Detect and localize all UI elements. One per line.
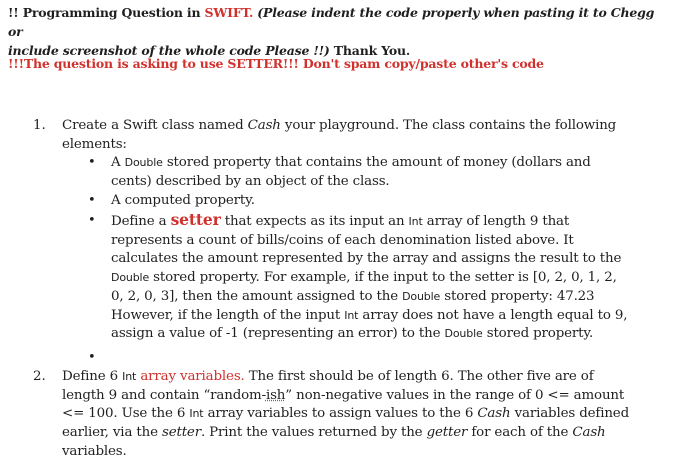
q2-getter: getter xyxy=(426,425,468,441)
header-text: !! Programming Question in xyxy=(8,5,205,20)
b3-b: that expects as its input an xyxy=(220,214,409,229)
double-type: Double xyxy=(124,156,163,169)
b1-rest: stored property that contains the amount of money (dollars and xyxy=(162,155,591,170)
bullet-icon: • xyxy=(88,350,96,365)
question-header xyxy=(8,3,663,60)
b3-l4: stored property. For example, if the input to the setter is [0, 2, 0, 1, 2, xyxy=(149,270,617,286)
b3-l5b: stored property: 47.23 xyxy=(440,288,595,304)
b3-l7b: stored property. xyxy=(482,326,594,342)
b3-a: Define a xyxy=(111,214,171,229)
b3-l2: represents a count of bills/coins of each denomination listed above. It xyxy=(111,232,574,248)
q1-text-line2: elements: xyxy=(62,136,127,152)
q2-l4c: for each of the xyxy=(467,425,573,441)
bullet-icon: • xyxy=(88,193,96,208)
q2-a: Define 6 xyxy=(62,369,123,384)
q1-text-a: Create a Swift class named xyxy=(62,118,248,133)
header-thanks: Thank You. xyxy=(329,43,411,58)
bullet-1 xyxy=(111,154,591,191)
q2-l5: variables. xyxy=(62,443,127,459)
q2-l2b: ” non-negative values in the range of 0 <= amount xyxy=(285,387,625,403)
q2-l3b: array variables to assign values to the 6 xyxy=(203,406,478,422)
b1-a: A xyxy=(111,155,125,170)
bullet-3 xyxy=(111,211,627,344)
int-type: Int xyxy=(408,215,423,228)
b3-l7a: assign a value of -1 (representing an error) to the xyxy=(111,326,445,342)
setter-keyword: setter xyxy=(170,210,221,229)
bullet-2: A computed property. xyxy=(111,193,255,208)
q1-number: 1. xyxy=(33,118,46,133)
int-type: Int xyxy=(122,370,137,383)
q1-text xyxy=(62,117,616,154)
header-instruction: (Please indent the code properly when pasting it to Chegg or xyxy=(8,5,655,39)
swift-keyword: SWIFT. xyxy=(204,5,254,20)
b3-l3: calculates the amount represented by the array and assigns the result to the xyxy=(111,251,622,267)
header-instruction-cont: include screenshot of the whole code Please !!) xyxy=(8,43,330,58)
q2-l4a: earlier, via the xyxy=(62,425,162,441)
q2-l4b: . Print the values returned by the xyxy=(200,425,427,441)
setter-warning: !!!The question is asking to use SETTER!!! Don't spam copy/paste other's code xyxy=(8,56,544,71)
q2-l3c: variables defined xyxy=(510,406,630,422)
q2-cash: Cash xyxy=(572,425,606,441)
q2-text xyxy=(62,368,629,462)
double-type: Double xyxy=(111,271,150,285)
int-type: Int xyxy=(344,308,359,322)
bullet-icon: • xyxy=(88,155,96,170)
b3-l6a: However, if the length of the input xyxy=(111,307,345,323)
int-type: Int xyxy=(189,407,204,421)
array-variables-keyword: array variables. xyxy=(136,369,245,384)
b1-line2: cents) described by an object of the class. xyxy=(111,173,390,189)
ish-word: ish xyxy=(265,387,286,403)
q2-number: 2. xyxy=(33,369,46,384)
bullet-icon: • xyxy=(88,213,96,228)
b3-c: array of length 9 that xyxy=(422,214,570,229)
q2-l3a: <= 100. Use the 6 xyxy=(62,406,190,422)
b3-l5a: 0, 2, 0, 3], then the amount assigned to the xyxy=(111,288,403,304)
b3-l6b: array does not have a length equal to 9, xyxy=(358,307,628,323)
q1-cash: Cash xyxy=(247,118,281,133)
double-type: Double xyxy=(444,327,483,341)
q2-l2a: length 9 and contain “random- xyxy=(62,387,266,403)
q2-setter: setter xyxy=(161,425,201,441)
q1-text-b: your playground. The class contains the following xyxy=(280,118,617,133)
q2-b: The first should be of length 6. The other five are of xyxy=(244,369,594,384)
double-type: Double xyxy=(402,289,441,303)
q2-cash: Cash xyxy=(477,406,511,422)
